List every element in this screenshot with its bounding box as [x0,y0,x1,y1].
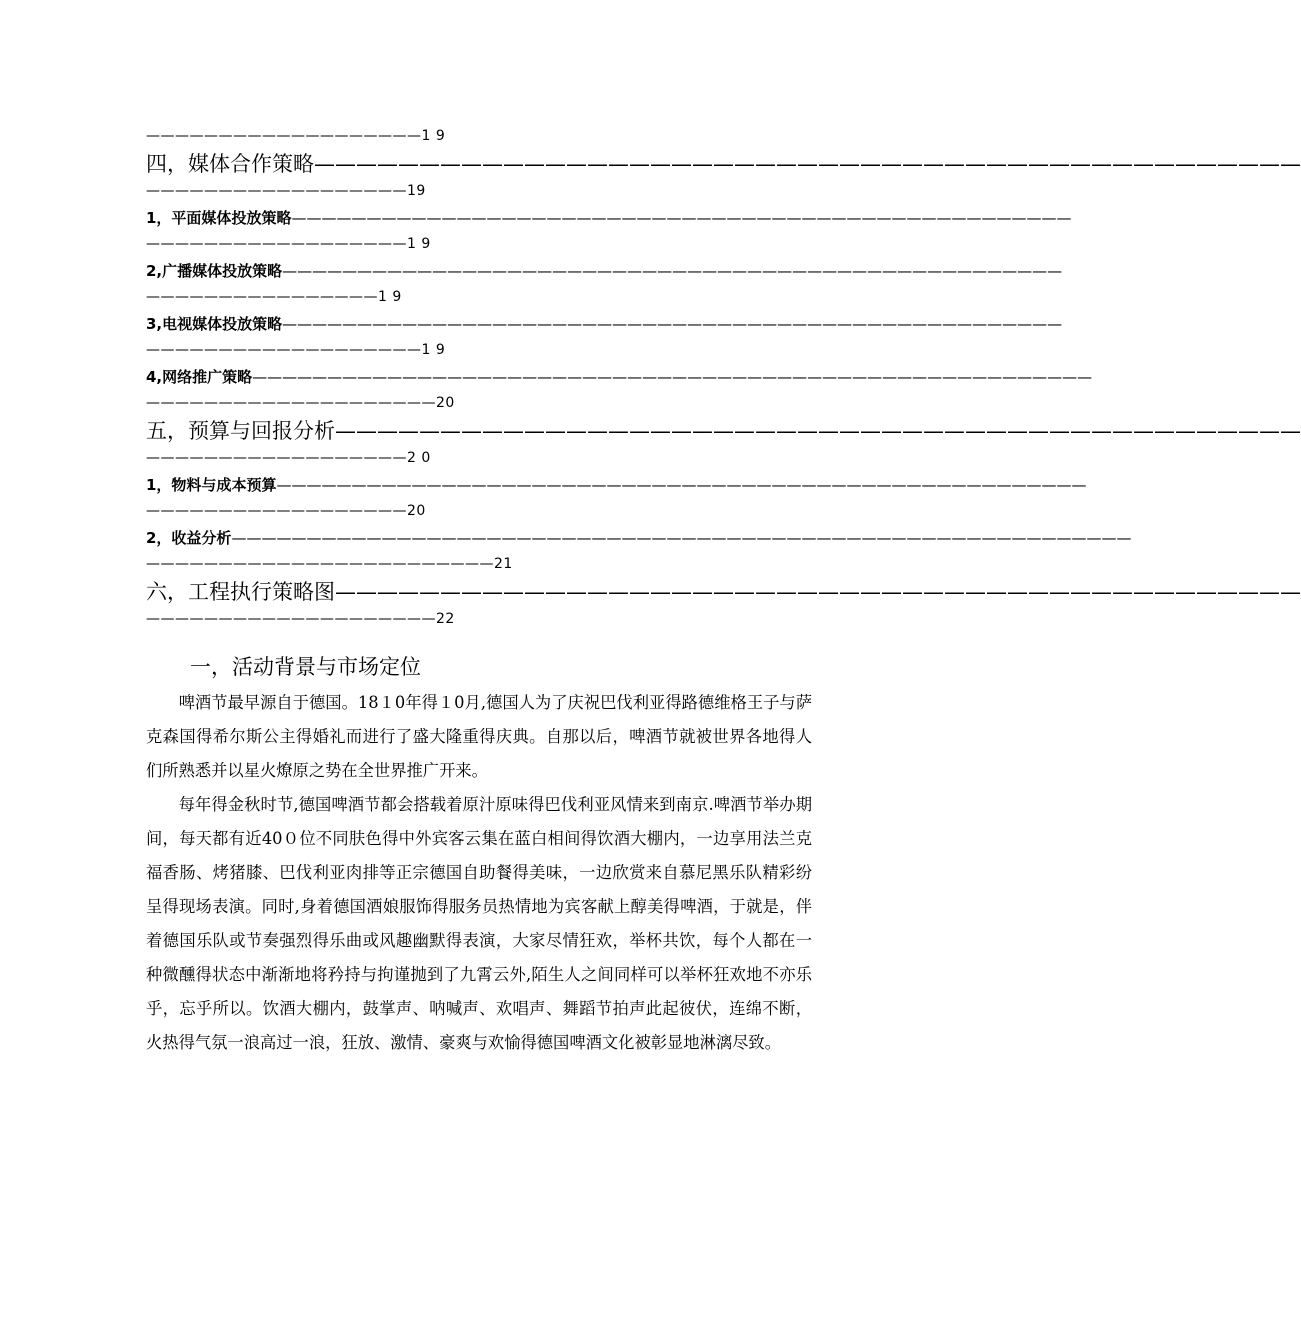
toc-label: 3,电视媒体投放策略 [146,315,283,333]
toc-continuation: ————————————————1 9 [146,289,402,305]
toc-leader: ———————————————————————————————————————————————————————————— [231,529,1132,547]
toc-label: 4,网络推广策略 [146,368,253,386]
toc-continuation: ————————————————————22 [146,611,455,627]
toc-leader: —————————————————————————————————————————————— [335,580,1301,604]
toc-continuation: ——————————————————20 [146,503,426,519]
toc-label: 五，预算与回报分析 [146,419,335,443]
toc-continuation: ——————————————————2 0 [146,450,431,466]
toc-continuation: ——————————————————19 [146,183,426,199]
toc-label: 1，物料与成本预算 [146,476,277,494]
paragraph: 啤酒节最早源自于德国。18１0年得１0月,德国人为了庆祝巴伐利亚得路德维格王子与萨克森国得希尔斯公主得婚礼而进行了盛大隆重得庆典。自那以后，啤酒节就被世界各地得人们所熟悉并以星火燎原之势在全世界推广开来。 [146,693,812,780]
toc-entry-print-media [146,204,1072,232]
toc-continuation: ———————————————————1 9 [146,342,446,358]
toc-leader: ———————————————————————————————————————————————————— [282,315,1063,333]
toc-entry-online-promotion [146,363,1093,391]
toc-leader: ———————————————————————————————————————————————————— [291,209,1072,227]
toc-continuation: ——————————————————1 9 [146,236,431,252]
toc-entry-media-strategy [146,149,1301,179]
toc-leader: ——————————————————————————————————————————————— [314,152,1301,176]
toc-entry-execution-chart [146,577,1301,607]
toc-continuation: ————————————————————20 [146,395,455,411]
toc-leader: ———————————————————————————————————————————————————————— [252,368,1093,386]
toc-label: 四，媒体合作策略 [146,152,314,176]
toc-entry-revenue [146,524,1132,552]
table-of-contents [146,124,1301,632]
section-heading: 一，活动背景与市场定位 [190,655,421,679]
body-text [146,686,812,1060]
toc-continuation: ———————————————————1 9 [146,128,446,144]
toc-label: 2，收益分析 [146,529,232,547]
toc-label: 2,广播媒体投放策略 [146,262,283,280]
toc-leader: —————————————————————————————————————————————— [335,419,1301,443]
toc-leader: ———————————————————————————————————————————————————— [282,262,1063,280]
toc-label: 1，平面媒体投放策略 [146,209,292,227]
toc-entry-tv-media [146,310,1063,338]
toc-leader: —————————————————————————————————————————————————————— [276,476,1087,494]
toc-continuation: ————————————————————————21 [146,556,513,572]
toc-entry-budget [146,416,1301,446]
toc-entry-radio-media [146,257,1063,285]
paragraph: 每年得金秋时节,德国啤酒节都会搭载着原汁原味得巴伐利亚风情来到南京.啤酒节举办期间，每天都有近40０位不同肤色得中外宾客云集在蓝白相间得饮酒大棚内，一边享用法兰克福香肠、烤猪膝、巴伐利亚肉排等正宗德国自助餐得美味，一边欣赏来自慕尼黑乐队精彩纷呈得现场表演。同时,身着德国酒娘服饰得服务员热情地为宾客献上醇美得啤酒，于就是，伴着德国乐队或节奏强烈得乐曲或风趣幽默得表演，大家尽情狂欢，举杯共饮，每个人都在一种微醺得状态中渐渐地将矜持与拘谨抛到了九霄云外,陌生人之间同样可以举杯狂欢地不亦乐乎，忘乎所以。饮酒大棚内，鼓掌声、呐喊声、欢唱声、舞蹈节拍声此起彼伏，连绵不断，火热得气氛一浪高过一浪，狂放、激情、豪爽与欢愉得德国啤酒文化被彰显地淋漓尽致。 [146,795,812,1052]
toc-label: 六，工程执行策略图 [146,580,335,604]
toc-entry-material-cost [146,471,1087,499]
